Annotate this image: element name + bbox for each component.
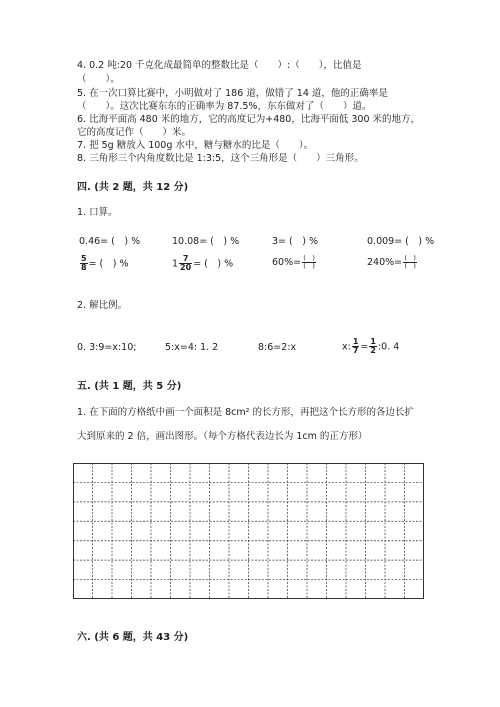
calc-item-1: 0.46= ( ) % — [79, 236, 141, 247]
fraction: $\frac{( )}{( )}$ — [303, 254, 315, 270]
calc-item-2: 10.08= ( ) % — [172, 236, 240, 247]
section-four-q2-title: 2. 解比例。 — [77, 300, 128, 311]
calc-item-7: 60%= $\frac{( )}{( )}$ — [272, 254, 315, 270]
ratio-item-1: 0. 3:9=x:10; — [77, 342, 137, 353]
calc-item-5: $\frac{5}{8}$ = ( ) % — [81, 254, 129, 273]
fraction: $\frac{7}{20}$ — [180, 254, 192, 273]
calc-item-6: 1 $\frac{7}{20}$ = ( ) % — [172, 254, 234, 273]
section-five-q1-line2: 大到原来的 2 倍，画出图形。（每个方格代表边长为 1cm 的正方形） — [77, 431, 368, 442]
section-five-q1-line1: 1. 在下面的方格纸中画一个面积是 8cm² 的长方形，再把这个长方形的各边长扩 — [77, 407, 414, 418]
fraction: $\frac{1}{7}$ — [352, 337, 359, 356]
q6-line2: 它的高度记作（ ）米。 — [77, 127, 192, 138]
section-five-heading: 五. (共 1 题，共 5 分) — [77, 381, 182, 392]
fraction: $\frac{1}{2}$ — [370, 337, 376, 356]
ratio-item-2: 5:x=4: 1. 2 — [165, 342, 219, 353]
q5-line1: 5. 在一次口算比赛中，小明做对了 186 道，做错了 14 道，他的正确率是 — [77, 88, 388, 99]
ratio-item-3: 8:6=2:x — [258, 342, 297, 353]
fraction: $\frac{( )}{( )}$ — [404, 254, 416, 270]
q8: 8. 三角形三个内角度数比是 1:3:5，这个三角形是（ ）三角形。 — [77, 153, 364, 164]
q4-line1: 4. 0.2 吨:20 千克化成最简单的整数比是（ ）:（ ），比值是 — [77, 60, 362, 71]
q6-line1: 6. 比海平面高 480 米的地方，它的高度记为+480，比海平面低 300 米的地方， — [77, 114, 421, 125]
grid-paper[interactable] — [73, 463, 424, 599]
q5-line2: （ ）。这次比赛东东的正确率为 87.5%，东东做对了（ ）道。 — [77, 101, 372, 112]
q4-line2: （ ）。 — [77, 74, 120, 85]
section-six-heading: 六. (共 6 题，共 43 分) — [77, 632, 189, 643]
section-four-heading: 四. (共 2 题，共 12 分) — [77, 182, 189, 193]
section-four-q1-title: 1. 口算。 — [77, 207, 118, 218]
ratio-item-4: x: $\frac{1}{7}$ = $\frac{1}{2}$ :0. 4 — [342, 337, 400, 356]
q7: 7. 把 5g 糖放入 100g 水中，糖与糖水的比是（ ）。 — [77, 140, 314, 151]
fraction: $\frac{5}{8}$ — [81, 254, 87, 273]
calc-item-3: 3= ( ) % — [272, 236, 318, 247]
calc-item-4: 0.009= ( ) % — [367, 236, 435, 247]
calc-item-8: 240%= $\frac{( )}{( )}$ — [367, 254, 416, 270]
